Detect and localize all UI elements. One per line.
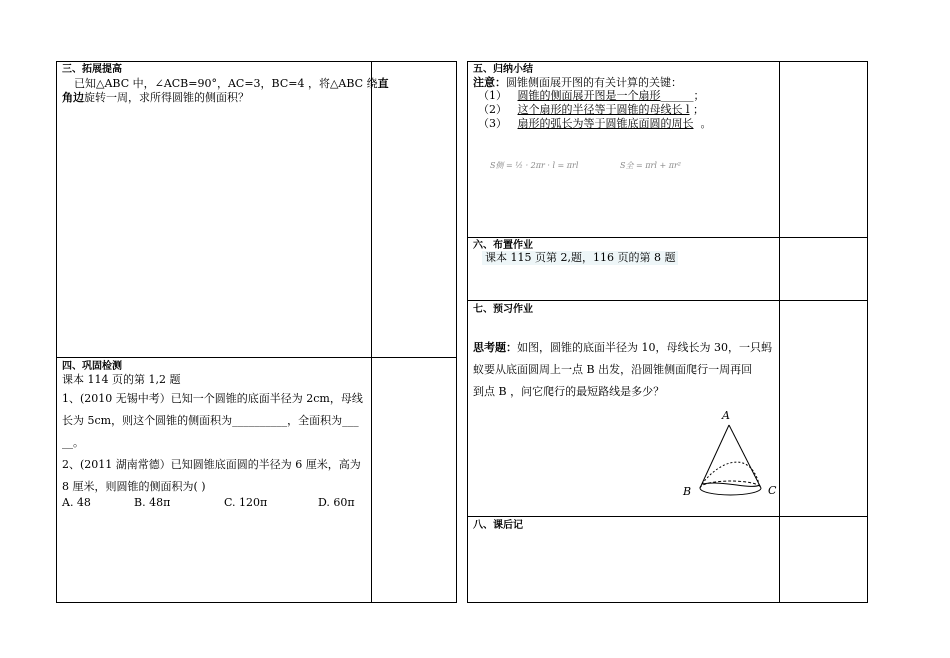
table-row-divider [467,300,868,301]
item-text: 圆锥的侧面展开图是一个扇形 [517,89,661,102]
section-title: 四、巩固检测 [62,361,122,372]
problem-text-part: 已知△ABC 中，∠ACB=90°，AC=3，BC=4 ，将△ABC 绕 [74,77,378,90]
choice-c: C. 120π [224,496,268,509]
table-column-divider [779,61,780,603]
item-tail: ______； [660,89,705,102]
table-border [56,61,57,603]
table-border [56,61,457,62]
question-1-line: 长为 5cm，则这个圆锥的侧面积为__________，全面积为___ [62,414,359,427]
homework-text: 课本 115 页第 2,题，116 页的第 8 题 [482,251,678,265]
item-number: （1） [478,89,507,102]
section-title: 五、归纳小结 [473,64,533,75]
cone-right-edge [729,425,761,488]
choice-d: D. 60π [318,496,355,509]
item-tail: ； [693,103,705,116]
section-title: 七、预习作业 [473,304,533,315]
section-title: 六、布置作业 [473,240,533,251]
think-question-line [473,341,772,355]
problem-text [62,91,249,105]
table-border [56,602,457,603]
question-1-line: __。 [62,436,84,449]
table-border [867,61,868,603]
choice-a: A. 48 [62,496,91,509]
note-text: 圆锥侧面展开图的有关计算的关键： [506,76,682,89]
summary-item [478,117,712,131]
point-a-label: A [722,409,730,422]
item-number: （2） [478,103,507,116]
ant-path-front [702,483,760,486]
problem-text-bold: 直 [377,77,389,90]
summary-item [478,103,704,117]
table-border [467,61,868,62]
table-border [467,61,468,603]
question-2-line: 2、(2011 湖南常德）已知圆锥底面圆的半径为 6 厘米，高为 [62,458,361,471]
cone-base-front [700,488,761,495]
think-question-line: 到点 B ，问它爬行的最短路线是多少？ [473,385,665,398]
note-label: 注意： [473,76,506,89]
point-b-label: B [683,485,692,498]
note-line [473,76,682,90]
section-title: 八、课后记 [473,520,523,531]
table-row-divider [467,516,868,517]
problem-text-bold: 角边 [62,91,84,104]
choice-b: B. 48π [134,496,171,509]
problem-text-part: 旋转一周，求所得圆锥的侧面积？ [84,91,249,104]
think-label: 思考题： [473,341,517,354]
question-1-line: 1、(2010 无锡中考）已知一个圆锥的底面半径为 2cm，母线 [62,392,363,405]
textbook-reference: 课本 114 页的第 1,2 题 [62,373,181,386]
table-column-divider [371,61,372,603]
cone-left-edge [700,425,729,488]
point-c-label: C [768,484,777,497]
table-border [467,602,868,603]
table-row-divider [56,357,457,358]
item-text: 这个扇形的半径等于圆锥的母线长 l [517,103,690,116]
table-border [456,61,457,603]
total-area-formula: S全 = πrl + πr² [620,161,681,170]
item-text: 扇形的弧长为等于圆锥底面圆的周长 [517,117,694,130]
problem-text [74,77,389,91]
summary-item [478,89,705,103]
section-title: 三、拓展提高 [62,64,122,75]
cone-figure [680,405,780,510]
item-tail: 。 [700,117,712,130]
table-row-divider [467,237,868,238]
think-question-line: 蚁要从底面圆周上一点 B 出发，沿圆锥侧面爬行一周再回 [473,363,753,376]
lateral-area-formula: S侧 = ½ · 2πr · l = πrl [490,161,579,170]
question-2-line: 8 厘米，则圆锥的侧面积为( ) [62,480,206,493]
item-number: （3） [478,117,507,130]
think-text: 如图，圆锥的底面半径为 10，母线长为 30，一只蚂 [517,341,772,354]
